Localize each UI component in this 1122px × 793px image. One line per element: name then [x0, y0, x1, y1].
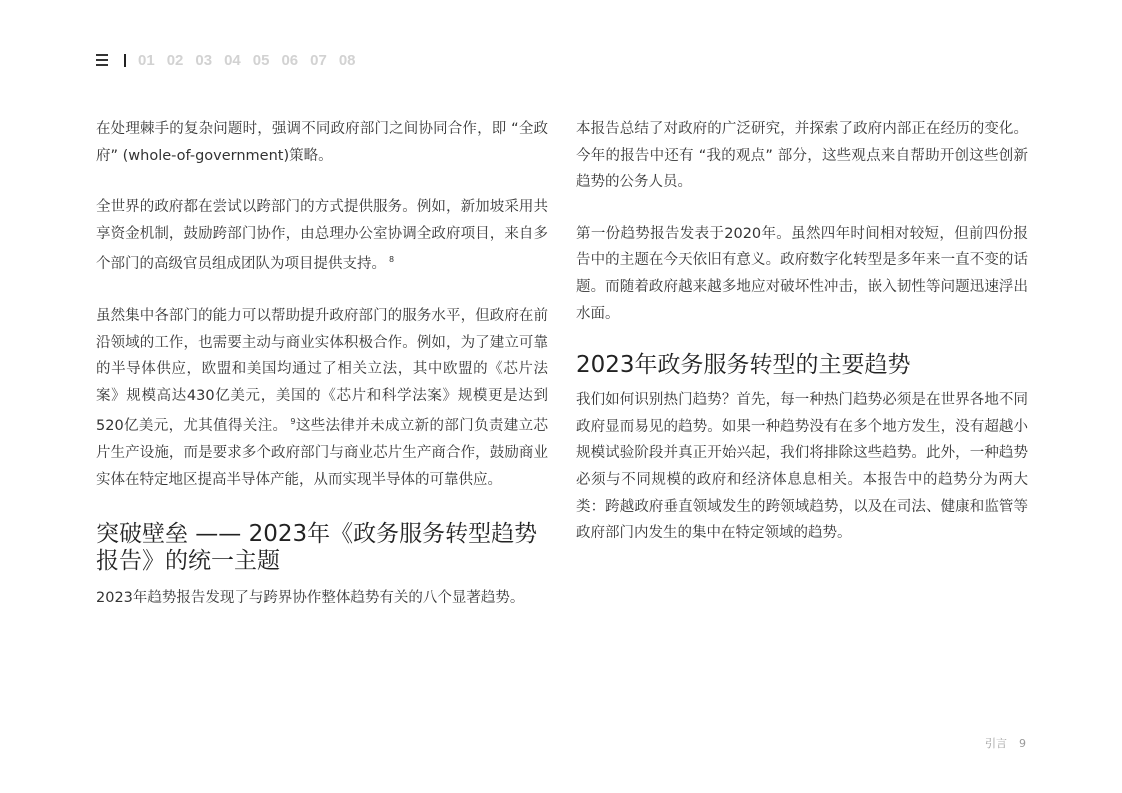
paragraph [96, 194, 548, 278]
paragraph-text: 这些法律并未成立新的部门负责建立芯片生产设施，而是要求多个政府部门与商业芯片生产商合作，鼓励商业实体在特定地区提高半导体产能，从而实现半导体的可靠供应。 [96, 418, 548, 488]
section-name: 引言 [985, 737, 1007, 750]
chapter-nav [96, 50, 368, 70]
chapter-link-08[interactable]: 08 [338, 51, 356, 69]
chapter-link-01[interactable]: 01 [138, 51, 155, 69]
paragraph [96, 303, 548, 493]
footnote-ref-9[interactable]: 9 [290, 417, 296, 427]
chapter-link-07[interactable]: 07 [310, 51, 327, 69]
paragraph: 2023年趋势报告发现了与跨界协作整体趋势有关的八个显著趋势。 [96, 590, 525, 607]
paragraph: 本报告总结了对政府的广泛研究，并探索了政府内部正在经历的变化。今年的报告中还有 “我的观点” 部分，这些观点来自帮助开创这些创新趋势的公务人员。 [576, 121, 1028, 191]
paragraph: 我们如何识别热门趋势？首先，每一种热门趋势必须是在世界各地不同政府显而易见的趋势。如果一种趋势没有在多个地方发生，没有超越小规模试验阶段并真正开始兴起，我们将排除这些趋势。此外，一种趋势必须与不同规模的政府和经济体息息相关。本报告中的趋势分为两大类：跨越政府垂直领域发生的跨领域趋势，以及在司法、健康和监管等政府部门内发生的集中在特定领域的趋势。 [576, 392, 1028, 542]
chapter-link-06[interactable]: 06 [281, 51, 299, 69]
current-chapter-marker [124, 54, 126, 67]
paragraph: 在处理棘手的复杂问题时，强调不同政府部门之间协同合作，即 “全政府” (whole-of-government)策略。 [96, 121, 548, 164]
chapter-link-05[interactable]: 05 [252, 51, 270, 69]
chapter-link-03[interactable]: 03 [195, 51, 213, 69]
footnote-ref-8[interactable]: 8 [389, 255, 395, 265]
right-column [576, 116, 1028, 572]
page-footer [985, 735, 1026, 751]
paragraph-text: 全世界的政府都在尝试以跨部门的方式提供服务。例如，新加坡采用共享资金机制，鼓励跨部门协作，由总理办公室协调全政府项目，来自多个部门的高级官员组成团队为项目提供支持。 [96, 199, 548, 273]
paragraph: 第一份趋势报告发表于2020年。虽然四年时间相对较短，但前四份报告中的主题在今天依旧有意义。政府数字化转型是多年来一直不变的话题。而随着政府越来越多地应对破坏性冲击，嵌入韧性等问题迅速浮出水面。 [576, 225, 1028, 322]
menu-icon[interactable] [96, 54, 108, 66]
section-heading: 2023年政务服务转型的主要趋势 [576, 352, 911, 379]
chapter-link-02[interactable]: 02 [166, 51, 184, 69]
paragraph-text: 虽然集中各部门的能力可以帮助提升政府部门的服务水平，但政府在前沿领域的工作，也需要主动与商业实体积极合作。例如，为了建立可靠的半导体供应，欧盟和美国均通过了相关立法，其中欧盟的《芯片法案》规模高达430亿美元，美国的《芯片和科学法案》规模更是达到520亿美元，尤其值得关注。 [96, 307, 548, 435]
page-number: 9 [1019, 737, 1026, 750]
section-heading: 突破壁垒 —— 2023年《政务服务转型趋势报告》的统一主题 [96, 521, 538, 575]
chapter-link-04[interactable]: 04 [224, 51, 241, 69]
left-column [96, 116, 548, 637]
